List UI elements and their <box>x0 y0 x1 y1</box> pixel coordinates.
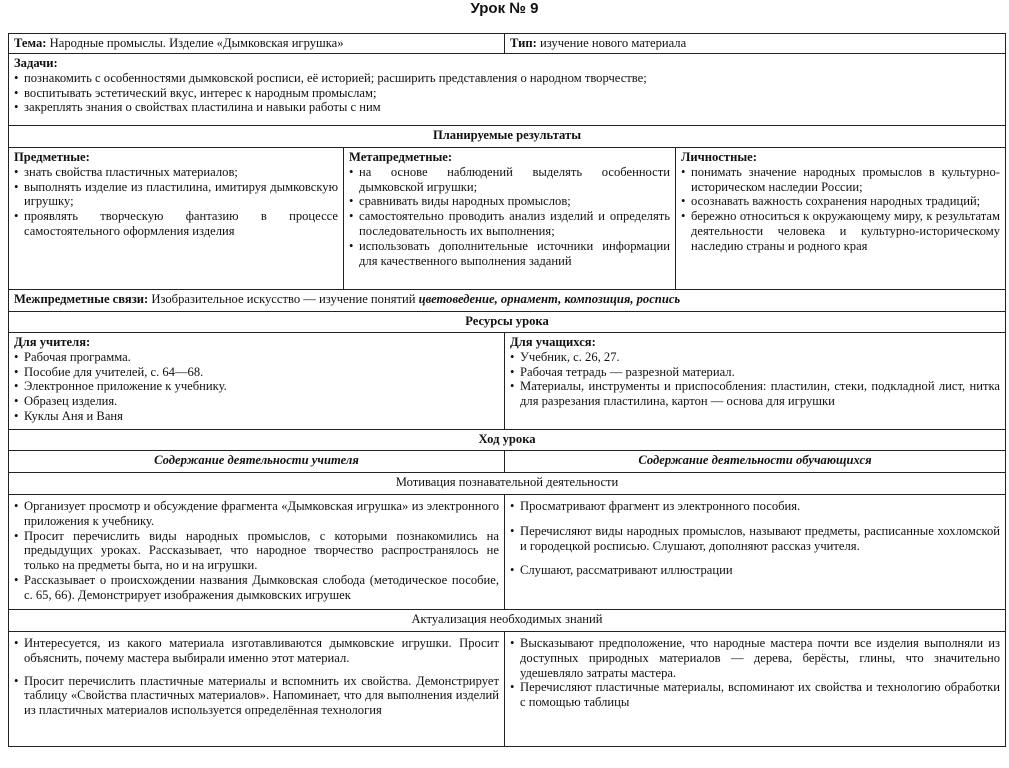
teacher-resources-list <box>14 350 499 424</box>
lesson-heading: Ход урока <box>478 432 536 446</box>
tasks-list <box>14 71 1000 115</box>
list-item: • Слушают, рассматривают иллюстрации <box>510 563 1000 578</box>
list-item: • Интересуется, из какого материала изготавливаются дымковские игрушки. Просит объяснить, почему мастера выбирали именно этот материал. <box>14 636 499 666</box>
resources-row <box>9 333 1005 430</box>
type-label: Тип: <box>510 36 537 50</box>
list-item: • Перечисляют пластичные материалы, вспоминают их свойства и технологию обработки с помощью таблицы <box>510 680 1000 710</box>
list-item: • самостоятельно проводить анализ изделий и определять последовательность их выполнения; <box>349 209 670 239</box>
stage-teacher-list <box>14 636 499 718</box>
list-item: • Просит перечислить пластичные материалы и вспомнить их свойства. Демонстрирует таблицу «Свойства пластичных материалов». Напоминает, что для выполнения изделий из пластичных материалов используется определённая технология <box>14 674 499 718</box>
personal-results-list <box>681 165 1000 254</box>
list-item: • Куклы Аня и Ваня <box>14 409 499 424</box>
personal-results-label: Личностные: <box>681 150 757 164</box>
topic-label: Тема: <box>14 36 47 50</box>
tasks-row <box>9 54 1005 126</box>
teacher-resources-label: Для учителя: <box>14 335 91 349</box>
list-item: • понимать значение народных промыслов в культурно-историческом наследии России; <box>681 165 1000 195</box>
meta-results-cell <box>343 148 675 289</box>
meta-results-list <box>349 165 670 269</box>
teacher-resources-cell <box>9 333 504 429</box>
results-heading-row <box>9 126 1005 148</box>
list-item: • сравнивать виды народных промыслов; <box>349 194 670 209</box>
list-item: • Рабочая программа. <box>14 350 499 365</box>
stage-teacher-list <box>14 499 499 603</box>
list-item: • использовать дополнительные источники информации для качественного выполнения заданий <box>349 239 670 269</box>
student-resources-list <box>510 350 1000 409</box>
interdisciplinary-row <box>9 290 1005 312</box>
stage-students-list <box>510 636 1000 710</box>
student-resources-label: Для учащихся: <box>510 335 596 349</box>
page-title: Урок № 9 <box>470 0 539 17</box>
list-item: • закреплять знания о свойствах пластилина и навыки работы с ним <box>14 100 1000 115</box>
student-resources-cell <box>504 333 1005 429</box>
list-item: • Организует просмотр и обсуждение фрагмента «Дымковская игрушка» из электронного приложения к учебнику. <box>14 499 499 529</box>
stage-students-cell <box>504 495 1005 609</box>
results-heading: Планируемые результаты <box>432 128 582 142</box>
subject-results-list <box>14 165 338 239</box>
list-item: • Образец изделия. <box>14 394 499 409</box>
list-item: • проявлять творческую фантазию в процессе самостоятельного оформления изделия <box>14 209 338 239</box>
stage-teacher-cell <box>9 632 504 746</box>
personal-results-cell <box>675 148 1005 289</box>
stage-name: Мотивация познавательной деятельности <box>395 475 619 489</box>
interdisciplinary-terms: цветоведение, орнамент, композиция, роспись <box>418 292 681 306</box>
list-item: • бережно относиться к окружающему миру, к результатам деятельности человека и культурно-историческому наследию страны и родного края <box>681 209 1000 253</box>
resources-heading: Ресурсы урока <box>465 314 549 328</box>
tasks-cell <box>9 54 1005 125</box>
list-item: • Пособие для учителей, с. 64—68. <box>14 365 499 380</box>
list-item: • воспитывать эстетический вкус, интерес к народным промыслам; <box>14 86 1000 101</box>
stage-heading-row <box>9 610 1005 632</box>
lesson-plan-table <box>8 33 1006 747</box>
stage-name: Актуализация необходимых знаний <box>411 612 603 626</box>
topic-value: Народные промыслы. Изделие «Дымковская игрушка» <box>49 36 344 50</box>
resources-heading-row <box>9 312 1005 333</box>
interdisciplinary-cell <box>9 290 1005 311</box>
list-item: • Просит перечислить виды народных промыслов, с которыми познакомились на предыдущих уроках. Рассказывает, что народное творчество распространялось не только на предметы быта, но и на игрушки. <box>14 529 499 573</box>
list-item: • знать свойства пластичных материалов; <box>14 165 338 180</box>
interdisciplinary-label: Межпредметные связи: <box>14 292 149 306</box>
list-item: • выполнять изделие из пластилина, имитируя дымковскую игрушку; <box>14 180 338 210</box>
topic-row <box>9 34 1005 54</box>
type-cell <box>504 34 1005 53</box>
teacher-column-heading: Содержание деятельности учителя <box>154 453 359 467</box>
lesson-heading-row <box>9 430 1005 451</box>
list-item: • осознавать важность сохранения народных традиций; <box>681 194 1000 209</box>
list-item: • Просматривают фрагмент из электронного пособия. <box>510 499 1000 514</box>
stage-content-row <box>9 632 1005 747</box>
list-item: • Электронное приложение к учебнику. <box>14 379 499 394</box>
subject-results-cell <box>9 148 343 289</box>
subject-results-label: Предметные: <box>14 150 90 164</box>
stage-students-list <box>510 499 1000 578</box>
meta-results-label: Метапредметные: <box>349 150 453 164</box>
list-item: • Рассказывает о происхождении названия Дымковская слобода (методическое пособие, с. 65, 66). Демонстрирует изображения дымковских игрушек <box>14 573 499 603</box>
list-item: • Материалы, инструменты и приспособления: пластилин, стеки, подкладной лист, нитка для разрезания пластилина, картон — основа для игрушки <box>510 379 1000 409</box>
list-item: • Перечисляют виды народных промыслов, называют предметы, расписанные хохломской и городецкой росписью. Слушают, дополняют рассказ учителя. <box>510 524 1000 554</box>
results-row <box>9 148 1005 290</box>
list-item: • на основе наблюдений выделять особенности дымковской игрушки; <box>349 165 670 195</box>
stage-heading-row <box>9 473 1005 495</box>
topic-cell <box>9 34 504 53</box>
list-item: • Учебник, с. 26, 27. <box>510 350 1000 365</box>
stage-content-row <box>9 495 1005 610</box>
stage-students-cell <box>504 632 1005 746</box>
stage-teacher-cell <box>9 495 504 609</box>
list-item: • Рабочая тетрадь — разрезной материал. <box>510 365 1000 380</box>
tasks-label: Задачи: <box>14 56 58 70</box>
type-value: изучение нового материала <box>539 36 687 50</box>
lesson-columns-row <box>9 451 1005 473</box>
interdisciplinary-text: Изобразительное искусство — изучение понятий <box>151 292 416 306</box>
students-column-heading: Содержание деятельности обучающихся <box>504 451 1005 472</box>
list-item: • Высказывают предположение, что народные мастера почти все изделия выполняли из доступных природных материалов — дерева, берёсты, глины, что значительно удешевляло затраты мастера. <box>510 636 1000 680</box>
list-item: • познакомить с особенностями дымковской росписи, её историей; расширить представления о народном творчестве; <box>14 71 1000 86</box>
